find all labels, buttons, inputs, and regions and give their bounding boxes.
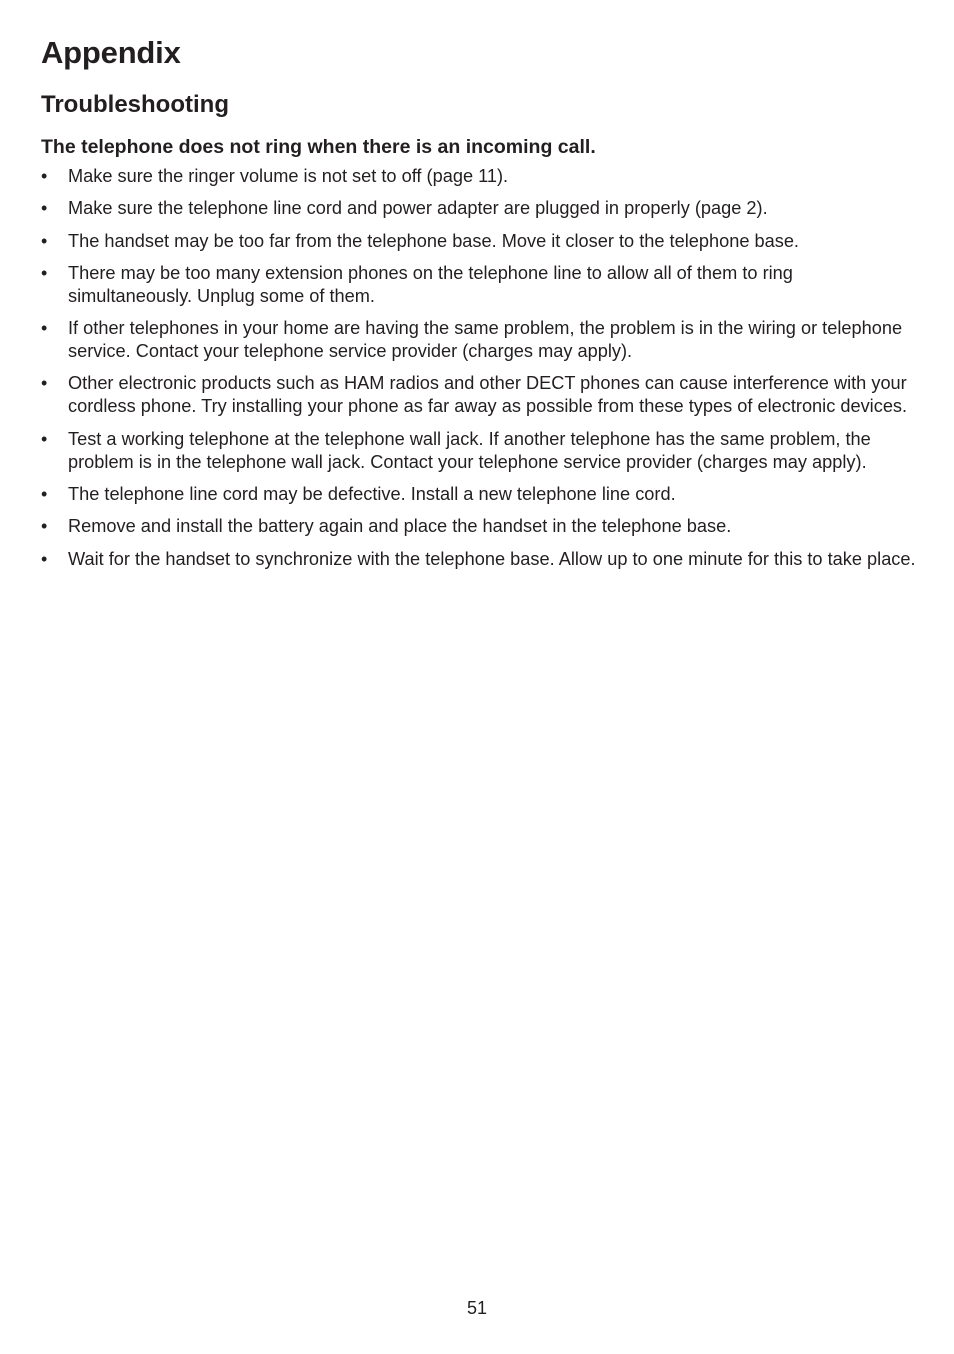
bullet-icon: •	[41, 484, 48, 505]
list-item-text: Wait for the handset to synchronize with the telephone base. Allow up to one minute for this to take place.	[68, 548, 916, 569]
bullet-icon: •	[41, 262, 48, 283]
list-item	[41, 262, 917, 308]
list-item	[41, 317, 917, 363]
list-item-text: The handset may be too far from the telephone base. Move it closer to the telephone base.	[68, 230, 799, 251]
list-item-text: There may be too many extension phones on the telephone line to allow all of them to ring simultaneously. Unplug some of them.	[68, 262, 793, 306]
list-item	[41, 515, 917, 538]
section-title: Troubleshooting	[41, 91, 229, 118]
troubleshooting-list	[41, 165, 917, 580]
list-item-text: Make sure the ringer volume is not set to off (page 11).	[68, 166, 509, 186]
bullet-icon: •	[41, 198, 48, 219]
page-title: Appendix	[41, 35, 181, 70]
list-item-text: If other telephones in your home are having the same problem, the problem is in the wiring or telephone service. Contact your telephone service provider (charges may apply).	[68, 318, 903, 362]
list-item	[41, 483, 917, 506]
bullet-icon: •	[41, 166, 48, 186]
bullet-icon: •	[41, 230, 48, 251]
bullet-icon: •	[41, 318, 48, 339]
list-item	[41, 197, 917, 220]
page-number: 51	[466, 1298, 488, 1318]
list-item-text: The telephone line cord may be defective. Install a new telephone line cord.	[68, 484, 676, 505]
subsection-title: The telephone does not ring when there is an incoming call.	[41, 136, 596, 158]
bullet-icon: •	[41, 548, 48, 569]
bullet-icon: •	[41, 516, 48, 537]
list-item-text: Make sure the telephone line cord and power adapter are plugged in properly (page 2).	[68, 198, 768, 219]
list-item-text: Test a working telephone at the telephone wall jack. If another telephone has the same problem, the problem is in the telephone wall jack. Contact your telephone service provider (charges may apply).	[68, 428, 871, 472]
bullet-icon: •	[41, 428, 48, 449]
list-item	[41, 372, 917, 418]
list-item-text: Remove and install the battery again and place the handset in the telephone base.	[68, 516, 732, 537]
list-item	[41, 428, 917, 474]
list-item-text: Other electronic products such as HAM radios and other DECT phones can cause interference with your cordless phone. Try installing your phone as far away as possible from these types of electronic devices.	[68, 373, 908, 417]
list-item	[41, 165, 917, 188]
list-item	[41, 548, 917, 571]
list-item	[41, 230, 917, 253]
bullet-icon: •	[41, 373, 48, 394]
